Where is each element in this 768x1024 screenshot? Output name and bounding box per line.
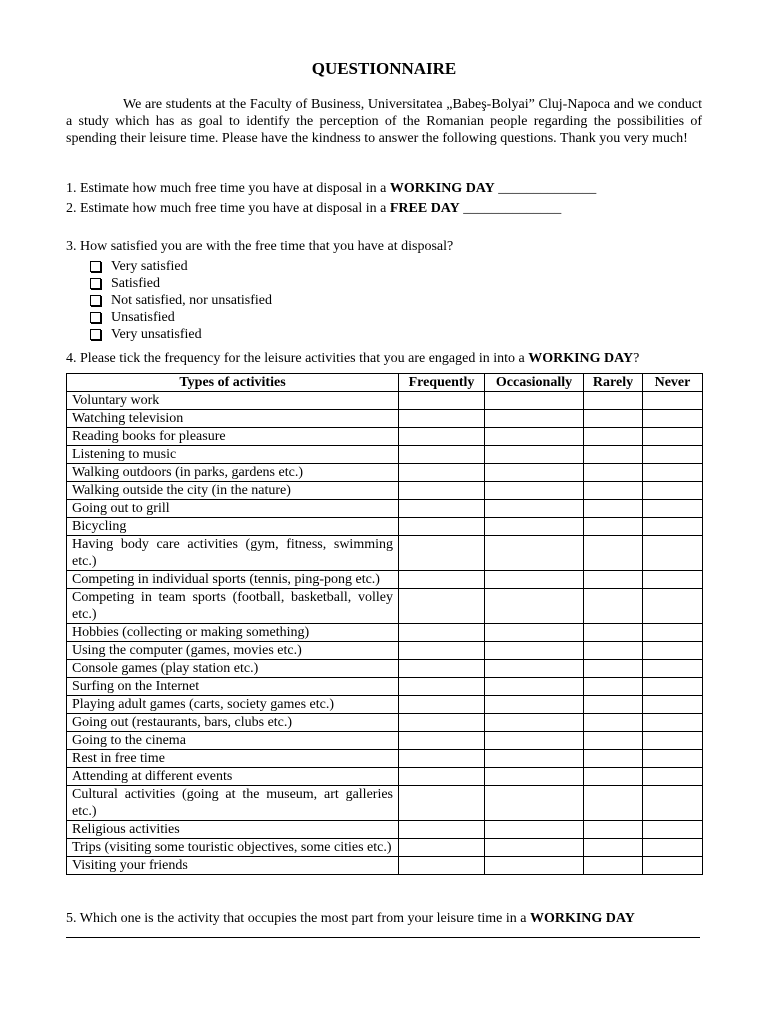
tick-cell-frequently[interactable] (399, 518, 485, 536)
tick-cell-occasionally[interactable] (485, 839, 584, 857)
tick-cell-occasionally[interactable] (485, 642, 584, 660)
tick-cell-occasionally[interactable] (485, 714, 584, 732)
activity-name-cell: Console games (play station etc.) (67, 660, 399, 678)
activity-name-cell: Walking outdoors (in parks, gardens etc.) (67, 464, 399, 482)
tick-cell-never[interactable] (643, 589, 703, 624)
tick-cell-never[interactable] (643, 464, 703, 482)
table-row (67, 857, 703, 875)
table-row (67, 714, 703, 732)
activity-name-cell: Having body care activities (gym, fitness, swimming etc.) (67, 536, 399, 571)
tick-cell-frequently[interactable] (399, 410, 485, 428)
table-row (67, 500, 703, 518)
tick-cell-occasionally[interactable] (485, 446, 584, 464)
table-row (67, 518, 703, 536)
question-3-options (90, 258, 272, 343)
tick-cell-occasionally[interactable] (485, 678, 584, 696)
tick-cell-frequently[interactable] (399, 642, 485, 660)
tick-cell-rarely[interactable] (584, 518, 643, 536)
tick-cell-never[interactable] (643, 821, 703, 839)
activity-name-cell: Competing in team sports (football, basketball, volley etc.) (67, 589, 399, 624)
tick-cell-never[interactable] (643, 660, 703, 678)
tick-cell-rarely[interactable] (584, 428, 643, 446)
header-occasionally: Occasionally (485, 374, 584, 392)
table-row (67, 624, 703, 642)
tick-cell-rarely[interactable] (584, 536, 643, 571)
tick-cell-rarely[interactable] (584, 678, 643, 696)
table-row (67, 642, 703, 660)
activity-name-cell: Cultural activities (going at the museum, art galleries etc.) (67, 786, 399, 821)
tick-cell-frequently[interactable] (399, 536, 485, 571)
tick-cell-frequently[interactable] (399, 821, 485, 839)
tick-cell-occasionally[interactable] (485, 660, 584, 678)
question-2-blank[interactable]: ______________ (459, 201, 562, 216)
activities-table (66, 373, 703, 875)
tick-cell-rarely[interactable] (584, 732, 643, 750)
tick-cell-frequently[interactable] (399, 428, 485, 446)
tick-cell-never[interactable] (643, 500, 703, 518)
checkbox-icon[interactable] (90, 278, 101, 289)
tick-cell-never[interactable] (643, 482, 703, 500)
tick-cell-occasionally[interactable] (485, 392, 584, 410)
tick-cell-never[interactable] (643, 678, 703, 696)
tick-cell-occasionally[interactable] (485, 518, 584, 536)
table-row (67, 786, 703, 821)
table-row (67, 678, 703, 696)
tick-cell-occasionally[interactable] (485, 500, 584, 518)
activity-name-cell: Reading books for pleasure (67, 428, 399, 446)
tick-cell-never[interactable] (643, 571, 703, 589)
tick-cell-rarely[interactable] (584, 410, 643, 428)
tick-cell-occasionally[interactable] (485, 821, 584, 839)
tick-cell-never[interactable] (643, 536, 703, 571)
table-row (67, 464, 703, 482)
question-5-text: 5. Which one is the activity that occupies the most part from your leisure time in a (66, 911, 530, 926)
table-row (67, 392, 703, 410)
activity-name-cell: Playing adult games (carts, society games etc.) (67, 696, 399, 714)
tick-cell-occasionally[interactable] (485, 786, 584, 821)
tick-cell-rarely[interactable] (584, 857, 643, 875)
question-1 (66, 180, 706, 197)
tick-cell-never[interactable] (643, 428, 703, 446)
table-row (67, 410, 703, 428)
activities-table-body (67, 392, 703, 875)
activity-name-cell: Going out to grill (67, 500, 399, 518)
tick-cell-rarely[interactable] (584, 642, 643, 660)
tick-cell-rarely[interactable] (584, 500, 643, 518)
checkbox-icon[interactable] (90, 261, 101, 272)
tick-cell-frequently[interactable] (399, 839, 485, 857)
option-very-satisfied[interactable] (90, 258, 272, 275)
tick-cell-frequently[interactable] (399, 750, 485, 768)
table-row (67, 446, 703, 464)
tick-cell-never[interactable] (643, 750, 703, 768)
tick-cell-rarely[interactable] (584, 392, 643, 410)
activity-name-cell: Walking outside the city (in the nature) (67, 482, 399, 500)
option-unsatisfied[interactable] (90, 309, 272, 326)
tick-cell-occasionally[interactable] (485, 428, 584, 446)
tick-cell-occasionally[interactable] (485, 536, 584, 571)
question-5-bold: WORKING DAY (529, 911, 635, 926)
tick-cell-never[interactable] (643, 857, 703, 875)
question-2-bold: FREE DAY (389, 201, 460, 216)
option-satisfied[interactable] (90, 275, 272, 292)
tick-cell-occasionally[interactable] (485, 589, 584, 624)
checkbox-icon[interactable] (90, 329, 101, 340)
tick-cell-frequently[interactable] (399, 714, 485, 732)
question-4-text: 4. Please tick the frequency for the leisure activities that you are engaged in into a (66, 351, 529, 366)
activity-name-cell: Listening to music (67, 446, 399, 464)
tick-cell-rarely[interactable] (584, 786, 643, 821)
option-label: Very satisfied (111, 259, 188, 274)
tick-cell-rarely[interactable] (584, 464, 643, 482)
tick-cell-rarely[interactable] (584, 589, 643, 624)
question-5-answer-line[interactable] (66, 937, 700, 938)
activity-name-cell: Attending at different events (67, 768, 399, 786)
tick-cell-frequently[interactable] (399, 500, 485, 518)
tick-cell-frequently[interactable] (399, 589, 485, 624)
table-row (67, 839, 703, 857)
question-2-text: 2. Estimate how much free time you have at disposal in a (66, 201, 390, 216)
tick-cell-never[interactable] (643, 696, 703, 714)
table-row (67, 536, 703, 571)
activity-name-cell: Rest in free time (67, 750, 399, 768)
table-row (67, 571, 703, 589)
tick-cell-frequently[interactable] (399, 696, 485, 714)
tick-cell-frequently[interactable] (399, 624, 485, 642)
activity-name-cell: Visiting your friends (67, 857, 399, 875)
option-label: Not satisfied, nor unsatisfied (111, 293, 272, 308)
tick-cell-rarely[interactable] (584, 839, 643, 857)
tick-cell-frequently[interactable] (399, 571, 485, 589)
option-label: Very unsatisfied (111, 327, 202, 342)
tick-cell-rarely[interactable] (584, 750, 643, 768)
tick-cell-occasionally[interactable] (485, 750, 584, 768)
tick-cell-rarely[interactable] (584, 821, 643, 839)
tick-cell-never[interactable] (643, 768, 703, 786)
page-title: QUESTIONNAIRE (311, 59, 457, 78)
tick-cell-occasionally[interactable] (485, 464, 584, 482)
tick-cell-occasionally[interactable] (485, 696, 584, 714)
tick-cell-frequently[interactable] (399, 464, 485, 482)
table-row (67, 482, 703, 500)
table-row (67, 589, 703, 624)
header-frequently: Frequently (399, 374, 485, 392)
tick-cell-rarely[interactable] (584, 714, 643, 732)
table-row (67, 428, 703, 446)
tick-cell-frequently[interactable] (399, 482, 485, 500)
option-very-unsatisfied[interactable] (90, 326, 272, 343)
tick-cell-frequently[interactable] (399, 732, 485, 750)
header-activities: Types of activities (67, 374, 399, 392)
option-neutral[interactable] (90, 292, 272, 309)
question-4-end: ? (633, 351, 640, 366)
activity-name-cell: Competing in individual sports (tennis, ping-pong etc.) (67, 571, 399, 589)
activity-name-cell: Hobbies (collecting or making something) (67, 624, 399, 642)
tick-cell-rarely[interactable] (584, 624, 643, 642)
tick-cell-frequently[interactable] (399, 660, 485, 678)
tick-cell-never[interactable] (643, 410, 703, 428)
tick-cell-never[interactable] (643, 392, 703, 410)
checkbox-icon[interactable] (90, 312, 101, 323)
header-rarely: Rarely (584, 374, 643, 392)
question-3: 3. How satisfied you are with the free time that you have at disposal? (66, 239, 454, 254)
tick-cell-never[interactable] (643, 642, 703, 660)
question-1-text: 1. Estimate how much free time you have at disposal in a (66, 181, 390, 196)
intro-paragraph: We are students at the Faculty of Business, Universitatea „Babeş-Bolyai” Cluj-Napoca and we conduct a study which has as goal to identify the perception of the Romanian people regarding the possibilities of spending their leisure time. Please have the kindness to answer the following questions. Thank you very much! (66, 97, 702, 146)
tick-cell-frequently[interactable] (399, 392, 485, 410)
question-5 (66, 910, 706, 927)
table-header-row (67, 374, 703, 392)
question-2 (66, 200, 706, 217)
question-4 (66, 350, 706, 367)
tick-cell-frequently[interactable] (399, 768, 485, 786)
tick-cell-occasionally[interactable] (485, 482, 584, 500)
tick-cell-frequently[interactable] (399, 786, 485, 821)
activity-name-cell: Watching television (67, 410, 399, 428)
table-row (67, 750, 703, 768)
activity-name-cell: Trips (visiting some touristic objectives, some cities etc.) (67, 839, 399, 857)
tick-cell-never[interactable] (643, 732, 703, 750)
activity-name-cell: Using the computer (games, movies etc.) (67, 642, 399, 660)
activity-name-cell: Religious activities (67, 821, 399, 839)
tick-cell-never[interactable] (643, 518, 703, 536)
option-label: Unsatisfied (111, 310, 175, 325)
option-label: Satisfied (111, 276, 160, 291)
question-4-bold: WORKING DAY (528, 351, 634, 366)
tick-cell-rarely[interactable] (584, 768, 643, 786)
tick-cell-occasionally[interactable] (485, 624, 584, 642)
header-never: Never (643, 374, 703, 392)
tick-cell-rarely[interactable] (584, 482, 643, 500)
table-row (67, 821, 703, 839)
tick-cell-rarely[interactable] (584, 660, 643, 678)
tick-cell-frequently[interactable] (399, 446, 485, 464)
tick-cell-frequently[interactable] (399, 678, 485, 696)
tick-cell-occasionally[interactable] (485, 571, 584, 589)
question-1-bold: WORKING DAY (389, 181, 495, 196)
table-row (67, 768, 703, 786)
tick-cell-occasionally[interactable] (485, 768, 584, 786)
tick-cell-occasionally[interactable] (485, 410, 584, 428)
table-row (67, 732, 703, 750)
tick-cell-rarely[interactable] (584, 696, 643, 714)
activity-name-cell: Surfing on the Internet (67, 678, 399, 696)
tick-cell-never[interactable] (643, 624, 703, 642)
tick-cell-frequently[interactable] (399, 857, 485, 875)
activity-name-cell: Bicycling (67, 518, 399, 536)
tick-cell-rarely[interactable] (584, 571, 643, 589)
checkbox-icon[interactable] (90, 295, 101, 306)
tick-cell-rarely[interactable] (584, 446, 643, 464)
tick-cell-occasionally[interactable] (485, 732, 584, 750)
activity-name-cell: Going out (restaurants, bars, clubs etc.) (67, 714, 399, 732)
tick-cell-never[interactable] (643, 714, 703, 732)
table-row (67, 696, 703, 714)
question-1-blank[interactable]: ______________ (494, 181, 597, 196)
tick-cell-occasionally[interactable] (485, 857, 584, 875)
table-row (67, 660, 703, 678)
tick-cell-never[interactable] (643, 839, 703, 857)
tick-cell-never[interactable] (643, 446, 703, 464)
activity-name-cell: Going to the cinema (67, 732, 399, 750)
tick-cell-never[interactable] (643, 786, 703, 821)
activity-name-cell: Voluntary work (67, 392, 399, 410)
